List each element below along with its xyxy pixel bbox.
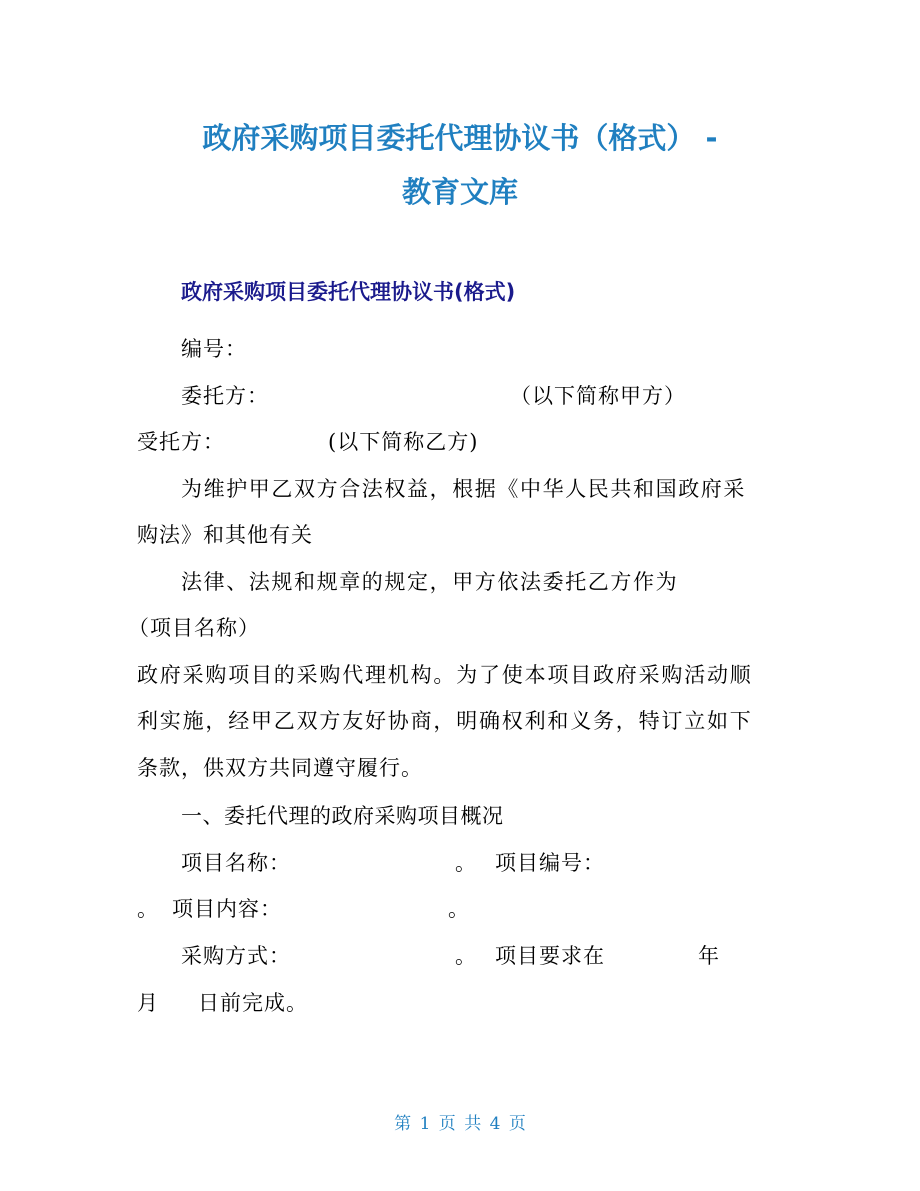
principal-note: （以下简称甲方）	[510, 384, 686, 408]
period-3: 。	[448, 897, 470, 921]
number-label: 编号：	[181, 337, 247, 361]
para3-line1: 政府采购项目的采购代理机构。为了使本项目政府采购活动顺	[137, 663, 753, 687]
project-requirement: 项目要求在	[495, 944, 605, 968]
document-title-line2: 教育文库	[401, 175, 518, 209]
period-2: 。	[137, 897, 159, 921]
para2-line1: 法律、法规和规章的规定，甲方依法委托乙方作为	[181, 570, 679, 594]
page-footer: 第 1 页 共 4 页	[394, 1114, 526, 1134]
section1-heading: 一、委托代理的政府采购项目概况	[181, 804, 504, 828]
year-label: 年	[698, 944, 720, 968]
period-4: 。	[455, 944, 477, 968]
para3-line2: 利实施，经甲乙双方友好协商，明确权利和义务，特订立如下	[137, 709, 753, 733]
project-name-label: 项目名称：	[181, 851, 291, 875]
day-complete: 日前完成。	[198, 991, 308, 1015]
para1-line2: 购法》和其他有关	[137, 523, 313, 547]
agent-note: (以下简称乙方)	[328, 430, 479, 454]
agent-label: 受托方：	[137, 430, 225, 454]
period-1: 。	[455, 851, 477, 875]
para2-line2: （项目名称）	[128, 616, 260, 640]
para1-line1: 为维护甲乙双方合法权益，根据《中华人民共和国政府采	[181, 477, 746, 501]
agreement-heading: 政府采购项目委托代理协议书(格式)	[181, 280, 516, 304]
procurement-method-label: 采购方式：	[181, 944, 291, 968]
project-content-label: 项目内容：	[172, 897, 282, 921]
month-label: 月	[137, 991, 159, 1015]
project-number-label: 项目编号：	[495, 851, 605, 875]
document-title-line1: 政府采购项目委托代理协议书（格式） -	[202, 121, 718, 155]
principal-label: 委托方：	[181, 384, 269, 408]
para3-line3: 条款，供双方共同遵守履行。	[137, 756, 423, 780]
